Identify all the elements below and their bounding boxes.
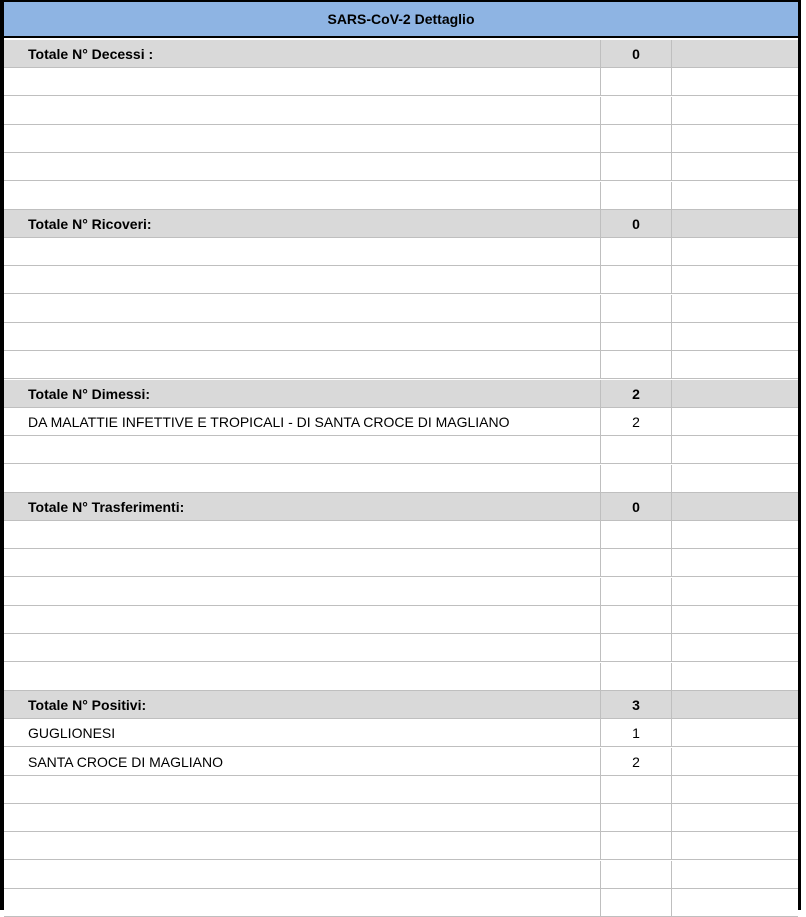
row-value <box>601 634 672 661</box>
empty-cell <box>672 295 798 322</box>
row-name <box>4 238 601 265</box>
empty-cell <box>672 436 798 463</box>
table-row <box>4 521 798 549</box>
row-value: 1 <box>601 719 672 746</box>
row-name <box>4 153 601 180</box>
section-label: Totale N° Ricoveri: <box>4 210 601 237</box>
row-name: GUGLIONESI <box>4 719 601 746</box>
row-name <box>4 776 601 803</box>
row-name <box>4 578 601 605</box>
table-row <box>4 465 798 493</box>
empty-cell <box>672 323 798 350</box>
row-value <box>601 804 672 831</box>
left-border <box>0 0 4 910</box>
section-label: Totale N° Positivi: <box>4 691 601 718</box>
row-value <box>601 323 672 350</box>
empty-cell <box>672 40 798 67</box>
row-value <box>601 68 672 95</box>
table-row <box>4 832 798 860</box>
row-name <box>4 125 601 152</box>
empty-cell <box>672 125 798 152</box>
row-name <box>4 68 601 95</box>
row-name: DA MALATTIE INFETTIVE E TROPICALI - DI SANTA CROCE DI MAGLIANO <box>4 408 601 435</box>
empty-cell <box>672 238 798 265</box>
row-value <box>601 465 672 492</box>
section-label: Totale N° Trasferimenti: <box>4 493 601 520</box>
table-row <box>4 408 798 436</box>
section-total: 3 <box>601 691 672 718</box>
table-row <box>4 578 798 606</box>
empty-cell <box>672 408 798 435</box>
table-row <box>4 323 798 351</box>
section-total-row <box>4 691 798 719</box>
row-value <box>601 578 672 605</box>
section-total: 2 <box>601 380 672 407</box>
row-value <box>601 125 672 152</box>
row-value <box>601 549 672 576</box>
row-value <box>601 266 672 293</box>
table-row <box>4 125 798 153</box>
row-name <box>4 889 601 916</box>
row-value <box>601 861 672 888</box>
row-name <box>4 465 601 492</box>
row-value <box>601 436 672 463</box>
empty-cell <box>672 663 798 690</box>
row-name <box>4 182 601 209</box>
row-name <box>4 804 601 831</box>
section-total-row <box>4 40 798 68</box>
row-name <box>4 323 601 350</box>
empty-cell <box>672 493 798 520</box>
table-row <box>4 295 798 323</box>
empty-cell <box>672 68 798 95</box>
right-border <box>798 0 801 910</box>
section-total-row <box>4 210 798 238</box>
empty-cell <box>672 465 798 492</box>
row-value <box>601 889 672 916</box>
top-border <box>0 0 801 2</box>
section-total-row <box>4 493 798 521</box>
table-row <box>4 68 798 96</box>
row-value <box>601 521 672 548</box>
row-value <box>601 295 672 322</box>
row-name <box>4 295 601 322</box>
empty-cell <box>672 832 798 859</box>
empty-cell <box>672 153 798 180</box>
row-name <box>4 634 601 661</box>
empty-cell <box>672 578 798 605</box>
row-name <box>4 97 601 124</box>
empty-cell <box>672 804 798 831</box>
row-value <box>601 238 672 265</box>
section-label: Totale N° Dimessi: <box>4 380 601 407</box>
section-total: 0 <box>601 493 672 520</box>
empty-cell <box>672 182 798 209</box>
empty-cell <box>672 691 798 718</box>
row-value <box>601 153 672 180</box>
row-value <box>601 832 672 859</box>
row-value: 2 <box>601 408 672 435</box>
table-row <box>4 719 798 747</box>
table-row <box>4 606 798 634</box>
table-row <box>4 776 798 804</box>
table-row <box>4 153 798 181</box>
row-value <box>601 97 672 124</box>
empty-cell <box>672 748 798 775</box>
row-name <box>4 832 601 859</box>
empty-cell <box>672 549 798 576</box>
table-row <box>4 238 798 266</box>
empty-cell <box>672 521 798 548</box>
row-value <box>601 663 672 690</box>
empty-cell <box>672 776 798 803</box>
empty-cell <box>672 719 798 746</box>
empty-cell <box>672 97 798 124</box>
empty-cell <box>672 380 798 407</box>
row-name <box>4 436 601 463</box>
empty-cell <box>672 606 798 633</box>
table-row <box>4 663 798 691</box>
table-row <box>4 861 798 889</box>
section-label: Totale N° Decessi : <box>4 40 601 67</box>
row-name <box>4 606 601 633</box>
table-row <box>4 97 798 125</box>
section-total: 0 <box>601 40 672 67</box>
outer-margin <box>801 0 806 910</box>
empty-cell <box>672 351 798 378</box>
table-row <box>4 436 798 464</box>
table-row <box>4 634 798 662</box>
row-value <box>601 776 672 803</box>
row-value: 2 <box>601 748 672 775</box>
empty-cell <box>672 889 798 916</box>
table-row <box>4 549 798 577</box>
section-total: 0 <box>601 210 672 237</box>
empty-cell <box>672 634 798 661</box>
table-row <box>4 804 798 832</box>
table-row <box>4 748 798 776</box>
table-row <box>4 266 798 294</box>
row-value <box>601 182 672 209</box>
row-name <box>4 663 601 690</box>
row-name <box>4 521 601 548</box>
sheet-title: SARS-CoV-2 Dettaglio <box>4 2 798 38</box>
empty-cell <box>672 861 798 888</box>
row-name <box>4 266 601 293</box>
row-value <box>601 606 672 633</box>
empty-cell <box>672 266 798 293</box>
row-name <box>4 351 601 378</box>
section-total-row <box>4 380 798 408</box>
row-name <box>4 861 601 888</box>
row-name: SANTA CROCE DI MAGLIANO <box>4 748 601 775</box>
row-name <box>4 549 601 576</box>
empty-cell <box>672 210 798 237</box>
table-row <box>4 889 798 917</box>
table-row <box>4 182 798 210</box>
table-row <box>4 351 798 379</box>
row-value <box>601 351 672 378</box>
